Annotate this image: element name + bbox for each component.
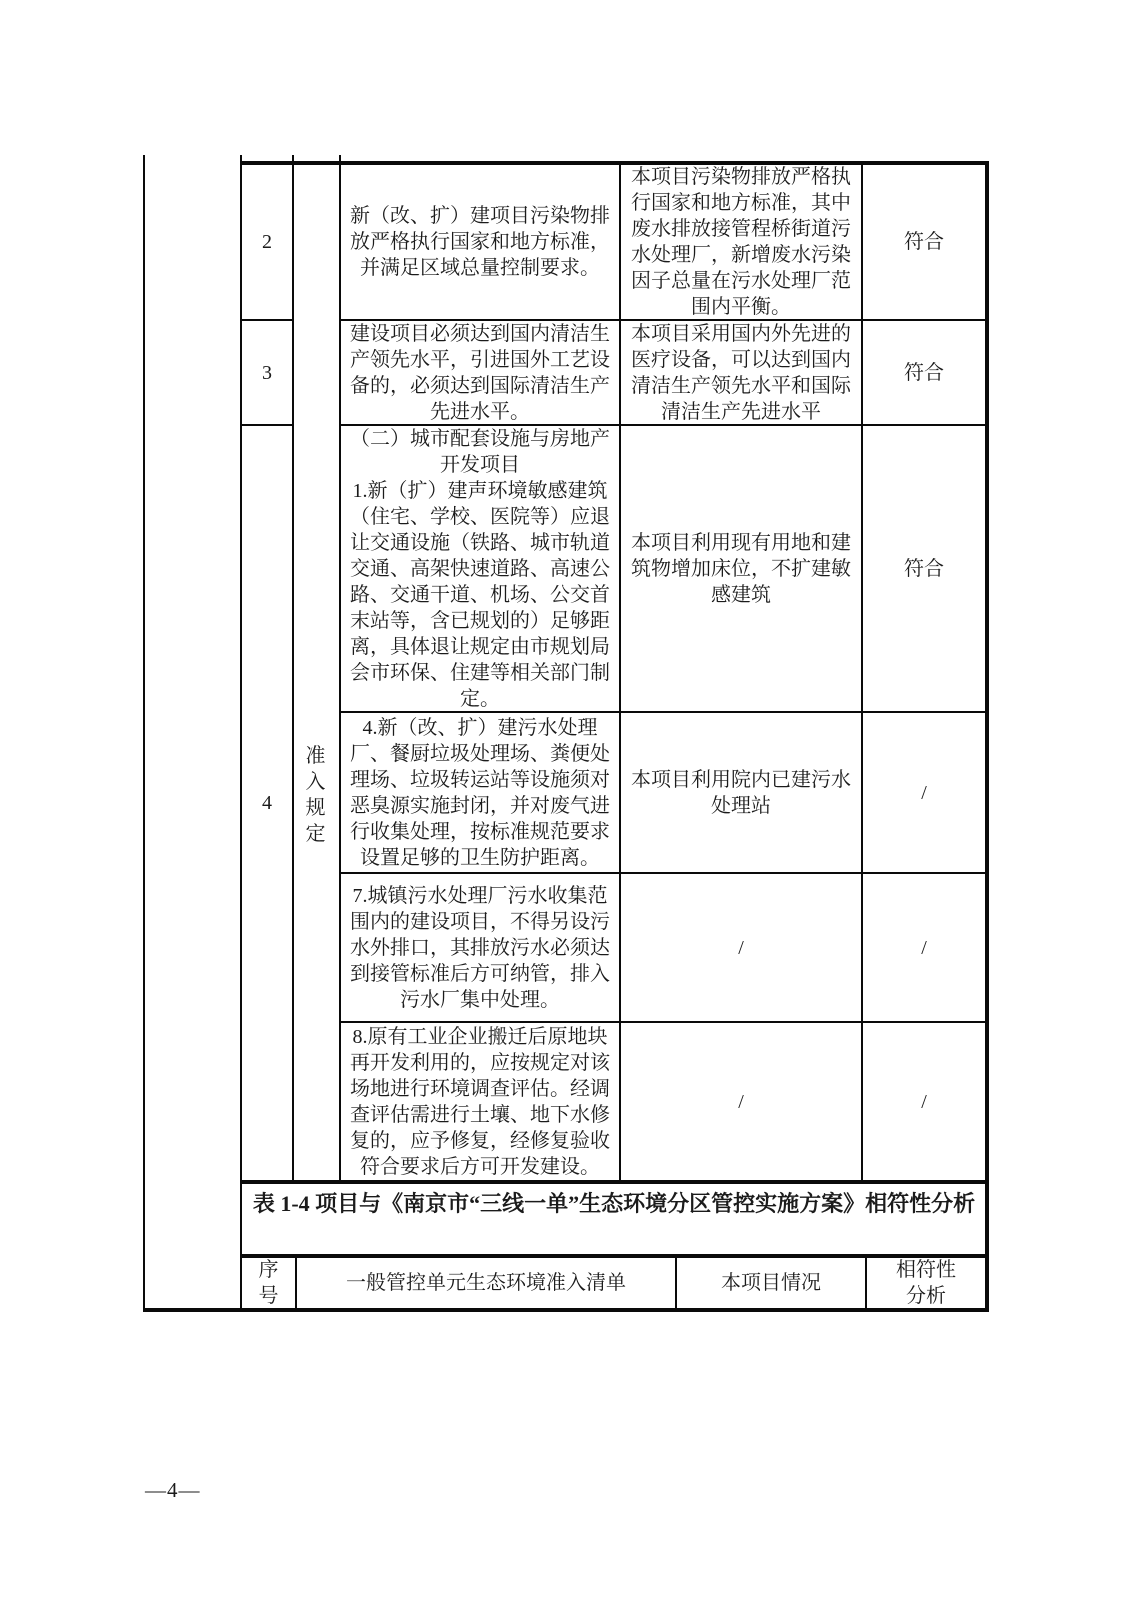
situation-cell-row2 [621, 165, 861, 319]
seq-cell-row4 [242, 426, 292, 1180]
requirement-cell-row4c [341, 874, 619, 1021]
situation-text: 本项目利用院内已建污水处理站 [631, 768, 851, 817]
situation-cell-row3 [621, 321, 861, 424]
situation-cell-row4d [621, 1023, 861, 1180]
category-cell [294, 728, 337, 862]
category-label: 准入规定 [305, 745, 326, 845]
compliance-text: 符合 [904, 231, 944, 253]
situation-text: / [738, 936, 744, 959]
requirement-text: 8.原有工业企业搬迁后原地块再开发利用的，应按规定对该场地进行环境调查评估。经调查评估需进行土壤、地下水修复的，应予修复，经修复验收符合要求后方可开发建设。 [350, 1025, 610, 1178]
requirement-heading: （二）城市配套设施与房地产开发项目 [350, 427, 610, 476]
compliance-text: 符合 [904, 557, 944, 580]
header-cell-seq [242, 1258, 295, 1308]
situation-text: / [738, 1090, 744, 1113]
situation-text: 本项目利用现有用地和建筑物增加床位，不扩建敏感建筑 [631, 531, 851, 606]
header-label: 本项目情况 [721, 1272, 821, 1294]
compliance-cell-row4d [863, 1023, 985, 1180]
header-label: 相符性分析 [896, 1259, 956, 1307]
header-cell-situation [677, 1258, 865, 1308]
situation-text: 本项目污染物排放严格执行国家和地方标准，其中废水排放接管程桥街道污水处理厂，新增废水污染因子总量在污水处理厂范围内平衡。 [631, 166, 851, 318]
page-number: —4— [145, 1478, 201, 1502]
compliance-cell-row4c [863, 874, 985, 1021]
header-label: 一般管控单元生态环境准入清单 [346, 1272, 626, 1294]
compliance-cell-row2 [863, 165, 985, 319]
requirement-text: 4.新（改、扩）建污水处理厂、餐厨垃圾处理场、粪便处理场、垃圾转运站等设施须对恶臭源实施封闭，并对废气进行收集处理，按标准规范要求设置足够的卫生防护距离。 [350, 716, 610, 869]
table-border-line [292, 155, 294, 1182]
requirement-text: 1.新（扩）建声环境敏感建筑（住宅、学校、医院等）应退让交通设施（铁路、城市轨道交通、高架快速道路、高速公路、交通干道、机场、公交首末站等，含已规划的）足够距离，具体退让规定由市规划局会市环保、住建等相关部门制定。 [350, 479, 610, 710]
table-caption: 表 1-4 项目与《南京市“三线一单”生态环境分区管控实施方案》相符性分析 [252, 1191, 976, 1216]
table-border-line [143, 155, 145, 1312]
requirement-cell-row4a [341, 426, 619, 711]
seq-number: 2 [262, 231, 272, 253]
requirement-cell-row4d [341, 1023, 619, 1180]
table-border-line [985, 161, 989, 1312]
requirement-cell-row4b [341, 713, 619, 872]
requirement-cell-row3 [341, 321, 619, 424]
seq-cell-row3 [242, 321, 292, 424]
compliance-text: 符合 [904, 361, 944, 384]
seq-number: 3 [262, 361, 272, 384]
requirement-text: 7.城镇污水处理厂污水收集范围内的建设项目，不得另设污水外排口，其排放污水必须达到接管标准后方可纳管，排入污水厂集中处理。 [350, 884, 610, 1011]
compliance-cell-row4b [863, 713, 985, 872]
seq-number: 4 [262, 792, 272, 814]
compliance-text: / [921, 781, 927, 804]
seq-cell-row2 [242, 165, 292, 319]
situation-text: 本项目采用国内外先进的医疗设备，可以达到国内清洁生产领先水平和国际清洁生产先进水平 [631, 322, 851, 423]
requirement-cell-row2 [341, 165, 619, 319]
compliance-text: / [921, 1090, 927, 1113]
situation-cell-row4a [621, 426, 861, 711]
situation-cell-row4b [621, 713, 861, 872]
situation-cell-row4c [621, 874, 861, 1021]
header-cell-list [297, 1258, 675, 1308]
header-cell-analysis [867, 1258, 985, 1308]
compliance-text: / [921, 936, 927, 959]
compliance-cell-row4a [863, 426, 985, 711]
requirement-text: 新（改、扩）建项目污染物排放严格执行国家和地方标准，并满足区域总量控制要求。 [350, 205, 610, 279]
header-label: 序号 [258, 1259, 279, 1307]
requirement-text: 建设项目必须达到国内清洁生产领先水平，引进国外工艺设备的，必须达到国际清洁生产先进水平。 [350, 322, 610, 423]
table-border-line [143, 1308, 989, 1312]
compliance-cell-row3 [863, 321, 985, 424]
